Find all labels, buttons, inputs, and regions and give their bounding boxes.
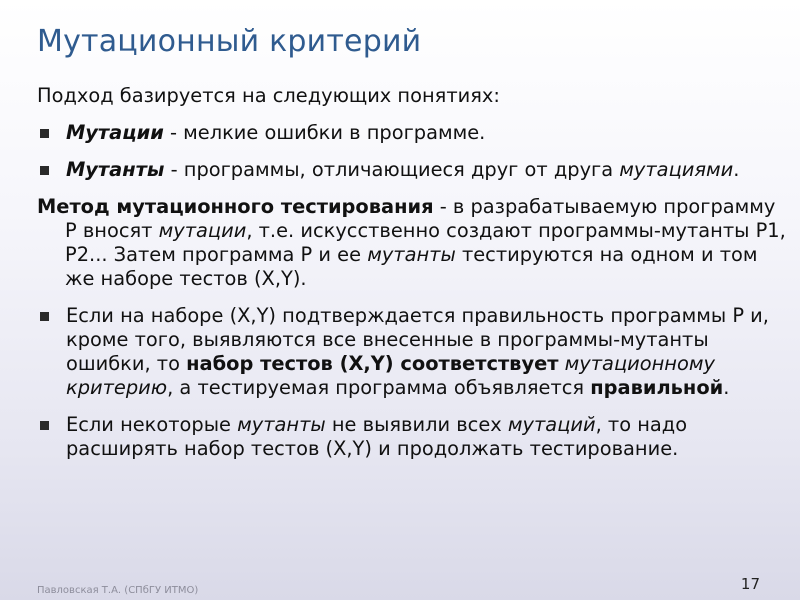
square-bullet-icon [40,129,49,138]
correctness-end: . [723,376,730,399]
slide-footer: Павловская Т.А. (СПбГУ ИТМО) [37,585,199,596]
extend-em-2: мутаций [507,413,596,436]
bullet-mutants-end: . [733,158,740,181]
square-bullet-icon [40,166,49,175]
method-em-1: мутации [158,219,247,242]
correctness-em-1: мутационному критерию [66,352,715,399]
extend-text-3: , то надо расширять набор тестов (X,Y) и продолжать тестирование. [66,413,688,460]
bullet-mutations [37,121,787,145]
extend-text-2: не выявили всех [325,413,508,436]
bullet-correctness [37,304,787,400]
term-mutants: Мутанты [66,158,165,181]
page-number: 17 [740,575,760,593]
square-bullet-icon [40,312,49,321]
method-text-1: - в разрабатываемую программу P вносят [65,195,776,242]
correctness-text-3: , а тестируемая программа объявляется [167,376,591,399]
square-bullet-icon [40,421,49,430]
correctness-bold-2: правильной [590,376,724,399]
extend-text-1: Если некоторые [66,413,238,436]
bullet-mutants [37,158,787,182]
bullet-mutations-text: - мелкие ошибки в программе. [163,121,486,144]
correctness-text-1: Если на наборе (X,Y) подтверждается правильность программы P и, кроме того, выявляются все внесенные в программы-мутанты ошибки, то [66,304,769,375]
term-method: Метод мутационного тестирования [37,195,434,218]
method-text-3: тестируются на одном и том же наборе тестов (X,Y). [65,243,758,290]
term-mutations: Мутации [66,121,164,144]
method-text-2: , т.е. искусственно создают программы-мутанты P1, P2... Затем программа P и ее [65,219,786,266]
method-paragraph [37,195,787,291]
method-em-2: мутанты [367,243,456,266]
correctness-bold-1: набор тестов (X,Y) соответствует [186,352,559,375]
bullet-mutants-text: - программы, отличающиеся друг от друга [164,158,620,181]
bullet-mutants-em: мутациями [619,158,734,181]
slide-body [37,84,787,474]
extend-em-1: мутанты [237,413,326,436]
intro-text: Подход базируется на следующих понятиях: [37,84,500,107]
bullet-extend-tests [37,413,787,461]
slide-title: Мутационный критерий [37,24,422,59]
